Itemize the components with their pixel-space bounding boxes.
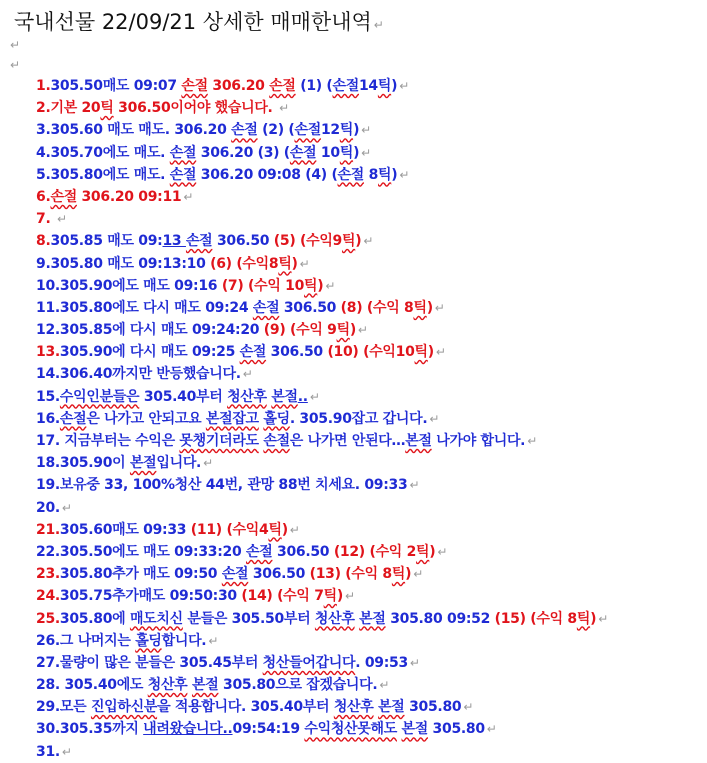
list-item — [36, 452, 704, 474]
item-text: 은 나가면 안된다… — [289, 433, 406, 449]
paragraph-mark-icon: ↵ — [203, 456, 213, 471]
paragraph-mark-icon: ↵ — [289, 522, 300, 537]
list-item — [36, 608, 704, 630]
item-text: 틱 — [336, 322, 350, 339]
item-text: 306.50 — [212, 233, 274, 250]
item-text: 손절 — [221, 566, 249, 583]
paragraph-mark-icon: ↵ — [363, 234, 374, 249]
paragraph-mark-icon: ↵ — [61, 744, 72, 759]
list-item — [36, 630, 704, 652]
item-text: 손절 — [169, 166, 197, 183]
list-item — [36, 585, 704, 607]
item-number: 13. — [36, 344, 60, 361]
item-text: ) — [317, 277, 324, 294]
list-item — [36, 208, 704, 230]
paragraph-mark-icon: ↵ — [357, 323, 368, 338]
item-text: 청산후 — [227, 388, 267, 405]
item-text: 305.60 매도 매도. 306.20 — [50, 122, 232, 139]
item-text: 틱 — [323, 588, 337, 605]
item-text: 손절 — [289, 144, 317, 161]
item-text: 청산후 — [147, 677, 188, 694]
item-number: 3. — [36, 122, 51, 139]
item-text: 305.80으로 잡겠습니다. — [218, 677, 378, 694]
item-text: ) — [353, 144, 360, 161]
item-number: 2. — [36, 100, 51, 117]
item-text: ) — [429, 543, 436, 560]
paragraph-mark-icon: ↵ — [486, 722, 497, 737]
list-item — [36, 363, 704, 385]
list-item — [36, 430, 704, 452]
item-text: 틱 — [377, 78, 392, 94]
item-number: 26. — [36, 632, 60, 649]
item-number: 4. — [36, 144, 51, 161]
item-text: 틱 — [576, 610, 591, 627]
item-number: 18. — [36, 455, 60, 472]
item-number: 6. — [36, 188, 51, 205]
item-text: 청산후 — [333, 699, 374, 716]
item-text: 본절 — [191, 677, 219, 694]
item-text: 305.80에도 매도. — [50, 166, 170, 183]
list-item — [36, 674, 704, 696]
item-text: 나가야 합니다. — [431, 433, 526, 449]
item-text: (11) (수익4 — [190, 521, 269, 538]
paragraph-mark-icon: ↵ — [429, 411, 440, 426]
item-text: 본절 — [405, 433, 432, 449]
list-item — [36, 497, 704, 519]
item-number: 12. — [36, 322, 60, 339]
item-text: 306.20 — [207, 78, 270, 94]
item-text: 손절 — [50, 188, 77, 205]
item-text: 손절 — [246, 543, 273, 560]
item-text: 수익청산못해도 — [304, 721, 397, 738]
item-number: 28. — [36, 677, 60, 694]
paragraph-mark-icon: ↵ — [299, 256, 310, 271]
item-text: ) — [353, 122, 360, 139]
item-text: 305.80 09:52 — [385, 610, 495, 627]
item-text: 305.80에도 다시 매도 09:24 — [59, 299, 253, 316]
item-text: 305.85에 다시 매도 09:24:20 — [59, 322, 264, 339]
item-text: (15) (수익 8 — [494, 610, 577, 627]
list-item — [36, 230, 704, 252]
list-item — [36, 741, 704, 763]
item-text: 14 — [358, 78, 378, 94]
item-text: 본절 — [401, 721, 428, 738]
item-number: 25. — [36, 610, 60, 627]
item-text: 합니다. — [161, 632, 207, 649]
item-text: 분들은 305.50부터 — [182, 610, 315, 627]
item-text: 305.80에 — [59, 610, 130, 627]
item-text: (5) (수익9 — [273, 233, 342, 250]
item-text: (1) ( — [295, 78, 333, 94]
item-text: 306.50 — [279, 299, 341, 316]
item-text: 305.90이 — [59, 455, 130, 472]
item-text: 본절잡고 — [205, 410, 259, 427]
document-title — [14, 6, 384, 36]
item-text: 청산후 — [314, 610, 355, 627]
title-text: 국내선물 22/09/21 상세한 매매한내역 — [14, 10, 372, 34]
paragraph-mark-icon: ↵ — [409, 655, 420, 670]
item-text: 8 — [364, 166, 379, 183]
list-item — [36, 297, 704, 319]
item-text: 306.50 — [248, 566, 310, 583]
item-text: 보유중 33, 100%청산 44번, 관망 88번 치세요. 09:33 — [59, 477, 408, 494]
list-item — [36, 541, 704, 563]
item-number: 10. — [36, 277, 60, 294]
item-number: 1. — [36, 78, 51, 94]
item-text: 305.50에도 매도 09:33:20 — [59, 543, 246, 560]
item-text: (13) (수익 8 — [309, 566, 392, 583]
item-number: 5. — [36, 166, 51, 183]
item-text: (8) (수익 8 — [340, 299, 414, 316]
list-item — [36, 718, 704, 740]
item-text: 진입하신분 — [90, 699, 158, 716]
item-text: (9) (수익 9 — [263, 322, 337, 339]
item-text: 내려왔습니다.. — [143, 721, 233, 738]
item-text: 305.50매도 09:07 — [50, 78, 182, 94]
item-text: 틱 — [391, 566, 406, 583]
item-number: 24. — [36, 588, 60, 605]
item-text: 수익인분들은 — [59, 388, 140, 405]
list-item — [36, 119, 704, 141]
item-text: 물량이 많은 분들은 305.45부터 — [59, 654, 263, 671]
paragraph-mark-icon: ↵ — [10, 38, 21, 52]
paragraph-mark-icon: ↵ — [183, 189, 194, 204]
item-text: 본절 — [359, 610, 386, 627]
list-item — [36, 253, 704, 275]
paragraph-mark-icon: ↵ — [463, 700, 474, 715]
paragraph-mark-icon: ↵ — [413, 567, 423, 582]
paragraph-mark-icon: ↵ — [598, 611, 608, 626]
paragraph-mark-icon: ↵ — [434, 300, 445, 315]
item-text: 틱 — [378, 166, 392, 183]
item-text: 손절 — [239, 344, 267, 361]
item-text: (10) (수익10 — [327, 344, 415, 361]
item-text: 12 — [320, 122, 340, 139]
item-text: 입니다. — [156, 455, 202, 472]
item-text: 10 — [316, 144, 340, 161]
trade-log-list — [36, 75, 704, 763]
item-text: 손절 — [263, 433, 290, 449]
item-number: 22. — [36, 543, 60, 560]
list-item — [36, 386, 704, 408]
item-text: (6) (수익8 — [210, 255, 279, 272]
paragraph-mark-icon: ↵ — [10, 58, 21, 72]
list-item — [36, 142, 704, 164]
item-text: ) — [427, 344, 434, 361]
item-text: ) — [281, 521, 288, 538]
item-text: ) — [405, 566, 412, 583]
item-number: 7. — [36, 211, 51, 228]
item-text: 305.90에 다시 매도 09:25 — [59, 344, 240, 361]
item-number: 21. — [36, 521, 60, 538]
item-number: 23. — [36, 566, 60, 583]
item-text: 305.80 — [427, 721, 485, 738]
item-text: 청산들어갑니다 — [262, 654, 356, 671]
item-text: 305.80 매도 09:13:10 — [50, 255, 211, 272]
item-text: 틱 — [304, 277, 318, 294]
paragraph-mark-icon: ↵ — [61, 500, 72, 515]
item-text: 306.50 — [272, 543, 334, 560]
item-number: 8. — [36, 233, 51, 250]
item-text: 틱 — [413, 299, 427, 316]
list-item — [36, 275, 704, 297]
item-text: 지금부터는 수익은 — [59, 433, 180, 449]
list-item — [36, 341, 704, 363]
item-text: ) — [391, 78, 398, 94]
item-text: .. — [297, 388, 308, 405]
item-text: 틱 — [268, 521, 282, 538]
item-text: (2) ( — [257, 122, 295, 139]
item-text: 305.75추가매도 09:50:30 — [59, 588, 242, 605]
item-text: 기본 20 — [50, 100, 101, 117]
item-text: 손절 — [269, 78, 296, 94]
item-number: 31. — [36, 743, 60, 760]
item-text: ) — [336, 588, 343, 605]
item-number: 27. — [36, 654, 60, 671]
item-text: 홀딩 — [135, 632, 162, 649]
item-text: 306.20 09:08 (4) ( — [196, 166, 338, 183]
item-text: 306.20 (3) ( — [196, 144, 290, 161]
item-text: 그 나머지는 — [59, 632, 136, 649]
item-number: 11. — [36, 299, 60, 316]
list-item — [36, 319, 704, 341]
list-item — [36, 186, 704, 208]
paragraph-mark-icon: ↵ — [437, 544, 448, 559]
item-text: 손절 — [231, 122, 258, 139]
paragraph-mark-icon: ↵ — [373, 18, 384, 32]
item-text: ) — [291, 255, 298, 272]
item-text: (14) (수익 7 — [241, 588, 324, 605]
paragraph-mark-icon: ↵ — [309, 389, 320, 404]
paragraph-mark-icon: ↵ — [361, 145, 371, 160]
item-text: ) — [355, 233, 362, 250]
item-number: 16. — [36, 410, 60, 427]
item-text: 틱 — [414, 344, 428, 361]
item-text: 틱 — [100, 100, 114, 117]
list-item — [36, 75, 704, 97]
item-text: ) — [349, 322, 356, 339]
item-text: 306.20 09:11 — [76, 188, 182, 205]
item-text: . 09:53 — [355, 654, 408, 671]
item-text: 홀딩 — [263, 410, 290, 427]
item-number: 29. — [36, 699, 60, 716]
paragraph-mark-icon: ↵ — [527, 434, 537, 448]
item-text: 손절 — [294, 122, 321, 139]
item-number: 17. — [36, 433, 60, 449]
item-text: 306.50이어야 했습니다. — [113, 100, 278, 117]
item-text: 틱 — [339, 144, 354, 161]
item-text: ) — [590, 610, 597, 627]
paragraph-mark-icon: ↵ — [435, 345, 446, 360]
item-text: 손절 — [252, 299, 280, 316]
item-number: 9. — [36, 255, 51, 272]
item-number: 30. — [36, 721, 60, 738]
item-text: 305.40부터 — [139, 388, 228, 405]
item-text: (12) (수익 2 — [333, 543, 417, 560]
item-text: 본절 — [378, 699, 405, 716]
item-text: 305.70에도 매도. — [50, 144, 170, 161]
paragraph-mark-icon: ↵ — [279, 101, 289, 116]
item-text: 손절 — [169, 144, 197, 161]
item-text: 손절 — [332, 78, 359, 94]
list-item — [36, 563, 704, 585]
item-text: 매도치신 — [129, 610, 183, 627]
item-text: 306.50 — [266, 344, 328, 361]
item-number: 19. — [36, 477, 60, 494]
item-text: 틱 — [339, 122, 354, 139]
item-text: 틱 — [341, 233, 356, 250]
item-text: 09:54:19 — [232, 721, 305, 738]
list-item — [36, 474, 704, 496]
list-item — [36, 97, 704, 119]
item-number: 15. — [36, 388, 60, 405]
item-text: 본절 — [271, 388, 298, 405]
paragraph-mark-icon: ↵ — [379, 678, 390, 693]
item-text: . 305.90잡고 갑니다. — [289, 410, 428, 427]
list-item — [36, 696, 704, 718]
list-item — [36, 408, 704, 430]
list-item — [36, 519, 704, 541]
item-text: 을 적용합니다. 305.40부터 — [157, 699, 334, 716]
item-text: 306.40까지만 반등했습니다. — [59, 366, 241, 383]
item-number: 14. — [36, 366, 60, 383]
item-text: ) — [391, 166, 398, 183]
list-item — [36, 652, 704, 674]
paragraph-mark-icon: ↵ — [57, 212, 67, 227]
paragraph-mark-icon: ↵ — [344, 589, 355, 604]
item-text: 손절 — [59, 410, 87, 427]
item-text: 틱 — [278, 255, 292, 272]
item-text: 틱 — [416, 543, 430, 560]
item-text: 305.90에도 매도 09:16 — [59, 277, 222, 294]
item-text: 305.80추가 매도 09:50 — [59, 566, 222, 583]
item-text: 은 나가고 안되고요 — [86, 410, 206, 427]
item-text: 못챙기더라도 — [179, 433, 259, 449]
item-text: 본절 — [129, 455, 157, 472]
paragraph-mark-icon: ↵ — [409, 478, 420, 493]
item-text: 305.35까지 — [59, 721, 144, 738]
paragraph-mark-icon: ↵ — [361, 123, 371, 138]
paragraph-mark-icon: ↵ — [325, 278, 336, 293]
item-text: ) — [426, 299, 433, 316]
paragraph-mark-icon: ↵ — [242, 367, 253, 382]
item-text: 13 — [162, 233, 186, 250]
item-text: 모든 — [59, 699, 91, 716]
item-text: 305.80 — [404, 699, 462, 716]
item-text: (7) (수익 10 — [221, 277, 305, 294]
item-text: 305.60매도 09:33 — [59, 521, 191, 538]
item-text: 305.40에도 — [59, 677, 148, 694]
item-text: 손절 — [181, 78, 208, 94]
item-text: 305.85 매도 09: — [50, 233, 163, 250]
paragraph-mark-icon: ↵ — [399, 79, 409, 93]
item-text: 손절 — [185, 233, 213, 250]
list-item — [36, 164, 704, 186]
item-number: 20. — [36, 499, 60, 516]
paragraph-mark-icon: ↵ — [399, 167, 410, 182]
item-text — [50, 211, 55, 227]
paragraph-mark-icon: ↵ — [208, 633, 219, 648]
item-text: 손절 — [337, 166, 364, 183]
